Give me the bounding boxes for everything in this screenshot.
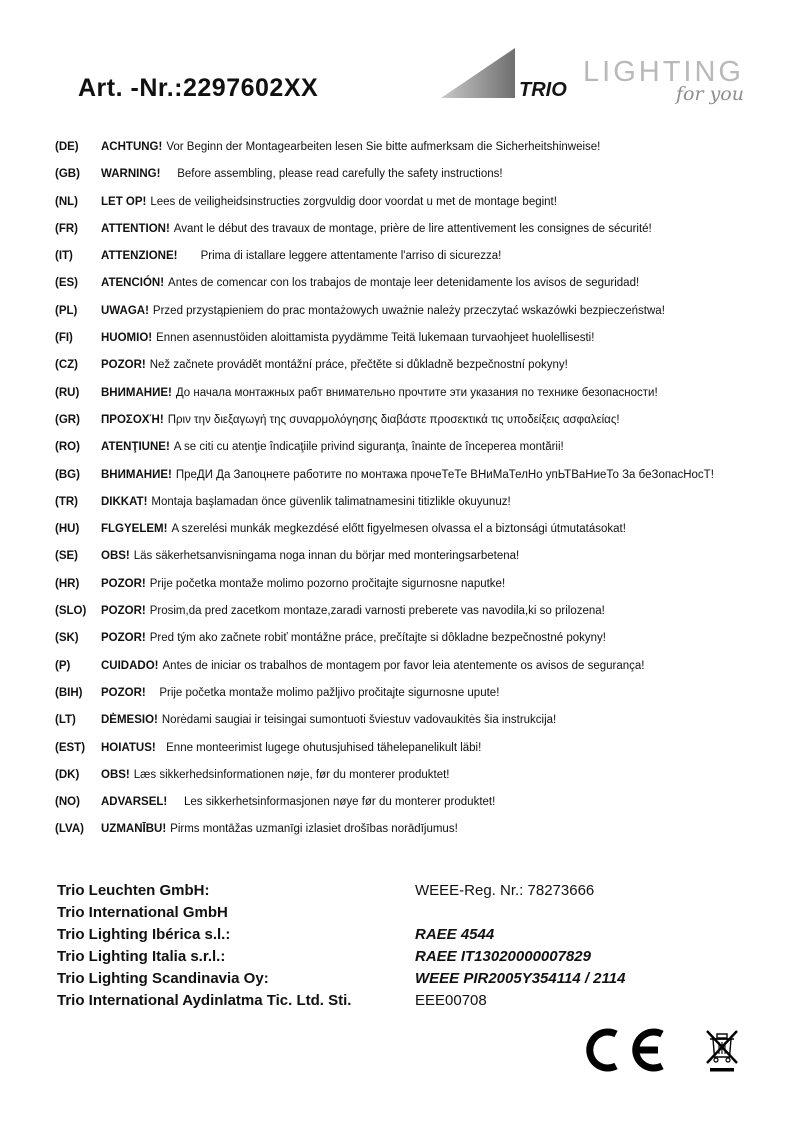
warning-keyword: DĖMESIO! — [101, 714, 158, 727]
warning-message — [101, 167, 503, 181]
warning-text: Before assembling, please read carefully the safety instructions! — [164, 168, 503, 181]
warning-message — [101, 631, 606, 645]
warning-keyword: HUOMIO! — [101, 332, 153, 345]
warning-keyword: POZOR! — [101, 632, 146, 645]
warning-keyword: POZOR! — [101, 686, 146, 699]
warning-message — [101, 358, 568, 372]
trio-brand-text: TRIO — [519, 79, 567, 101]
warning-message — [101, 768, 450, 782]
language-code: (P) — [55, 659, 71, 672]
warning-text: Prima di istallare leggere attentamente l'arriso di sicurezza! — [181, 250, 502, 263]
warning-text: Antes de comencar con los trabajos de montaje leer detenidamente los avisos de seguridad! — [168, 277, 640, 290]
language-code: (PL) — [55, 304, 78, 317]
company-row — [57, 902, 762, 924]
language-code: (SE) — [55, 550, 78, 563]
company-name: Trio Lighting Ibérica s.l.: — [57, 926, 231, 944]
warning-keyword: HOIATUS! — [101, 741, 156, 754]
warning-row — [55, 468, 762, 482]
language-code: (HU) — [55, 523, 80, 536]
warning-message — [101, 331, 594, 345]
warning-message — [101, 468, 714, 482]
weee-registration-number: WEEE PIR2005Y354114 / 2114 — [415, 970, 626, 988]
warning-message — [101, 222, 652, 236]
weee-crossed-bin-icon — [704, 1026, 740, 1074]
warning-keyword: LET OP! — [101, 195, 147, 208]
warning-row — [55, 358, 762, 372]
company-name: Trio Lighting Italia s.r.l.: — [57, 948, 226, 966]
warning-row — [55, 140, 762, 154]
language-code: (NL) — [55, 195, 78, 208]
language-code: (HR) — [55, 577, 80, 590]
warning-row — [55, 331, 762, 345]
warning-text: ПреДИ Да Запоцнете работите по монтажа прочеТеТе ВНиМаТелНо упЬТВаНиеТо За беЗопасНосТ! — [175, 468, 714, 481]
warning-message — [101, 713, 556, 727]
warning-row — [55, 222, 762, 236]
warning-text: Læs sikkerhedsinformationen nøje, før du monterer produktet! — [133, 768, 450, 781]
language-code: (TR) — [55, 495, 78, 508]
warning-message — [101, 276, 639, 290]
language-code: (BIH) — [55, 686, 83, 699]
warning-message — [101, 522, 626, 536]
company-name: Trio International Aydinlatma Tic. Ltd. Sti. — [57, 992, 352, 1010]
language-code: (FR) — [55, 222, 78, 235]
warning-keyword: DIKKAT! — [101, 495, 148, 508]
warning-text: Prosim,da pred zacetkom montaze,zaradi varnosti preberete vas navodila,ki so prilozena! — [149, 605, 605, 618]
warning-keyword: POZOR! — [101, 605, 146, 618]
company-registrations — [57, 880, 762, 1012]
warning-text: Montaja başlamadan önce güvenlik talimatnamesini titizlikle okuyunuz! — [151, 495, 511, 508]
warning-message — [101, 386, 658, 400]
company-row — [57, 924, 762, 946]
company-row — [57, 990, 762, 1012]
warning-row — [55, 795, 762, 809]
warning-row — [55, 822, 762, 836]
language-code: (GR) — [55, 413, 80, 426]
language-code: (FI) — [55, 332, 73, 345]
warning-keyword: WARNING! — [101, 168, 161, 181]
warning-message — [101, 495, 511, 509]
warning-message — [101, 822, 458, 836]
article-number: Art. -Nr.:2297602XX — [78, 74, 319, 102]
warning-keyword: OBS! — [101, 768, 130, 781]
language-code: (RO) — [55, 441, 80, 454]
warning-message — [101, 577, 505, 591]
warning-keyword: FLGYELEM! — [101, 523, 168, 536]
warning-text: Ennen asennustöiden aloittamista pyydämme Teitä lukemaan turvaohjeet huolellisesti! — [156, 332, 595, 345]
weee-registration-number: WEEE-Reg. Nr.: 78273666 — [415, 882, 595, 900]
header — [0, 0, 802, 104]
warning-text: A szerelési munkák megkezdésé előtt figyelmesen olvassa el a biztonsági útmutatásokat! — [171, 523, 626, 536]
warning-row — [55, 276, 762, 290]
warning-keyword: ATTENZIONE! — [101, 250, 178, 263]
warning-text: Lees de veiligheidsinstructies zorgvuldig door voordat u met de montage begint! — [150, 195, 557, 208]
warning-row — [55, 577, 762, 591]
warning-text: A se citi cu atenţie îndicaţiile privind siguranţa, înainte de începerea montării! — [173, 441, 564, 454]
company-name: Trio Leuchten GmbH: — [57, 882, 210, 900]
logo-tagline: for you — [675, 83, 744, 105]
warning-row — [55, 768, 762, 782]
warning-text: До начала монтажных рабт внимательно прочтите эти указания по технике безопасности! — [175, 386, 658, 399]
warning-keyword: UWAGA! — [101, 304, 149, 317]
warning-row — [55, 304, 762, 318]
language-code: (ES) — [55, 277, 78, 290]
language-code: (GB) — [55, 168, 80, 181]
warning-message — [101, 195, 557, 209]
warning-message — [101, 249, 501, 263]
warning-row — [55, 167, 762, 181]
language-code: (CZ) — [55, 359, 78, 372]
warning-text: Les sikkerhetsinformasjonen nøye før du monterer produktet! — [171, 796, 496, 809]
warning-text: Avant le début des travaux de montage, prière de lire attentivement les consignes de sécurité! — [173, 222, 652, 235]
warning-row — [55, 249, 762, 263]
warning-keyword: OBS! — [101, 550, 130, 563]
language-code: (DK) — [55, 768, 80, 781]
logo-wordmark — [583, 44, 744, 104]
company-row — [57, 946, 762, 968]
language-code: (SLO) — [55, 605, 87, 618]
ce-mark-icon — [576, 1027, 670, 1073]
warning-row — [55, 522, 762, 536]
lighting-wordmark: LIGHTING — [583, 56, 744, 88]
language-code: (IT) — [55, 250, 73, 263]
warning-message — [101, 741, 481, 755]
warning-text: Norėdami saugiai ir teisingai sumontuoti šviestuv vadovaukitės šia instrukcija! — [161, 714, 557, 727]
company-row — [57, 968, 762, 990]
warning-message — [101, 413, 620, 427]
company-name: Trio International GmbH — [57, 904, 228, 922]
language-code: (LVA) — [55, 823, 84, 836]
language-code: (RU) — [55, 386, 80, 399]
warning-keyword: POZOR! — [101, 359, 146, 372]
language-code: (EST) — [55, 741, 86, 754]
language-code: (DE) — [55, 141, 79, 153]
warning-row — [55, 495, 762, 509]
warning-row — [55, 413, 762, 427]
warning-keyword: ATTENTION! — [101, 222, 170, 235]
company-name: Trio Lighting Scandinavia Oy: — [57, 970, 269, 988]
warning-message — [101, 659, 645, 673]
warning-row — [55, 604, 762, 618]
warning-message — [101, 304, 665, 318]
warning-text: Läs säkerhetsanvisningama noga innan du börjar med monteringsarbetena! — [133, 550, 520, 563]
warning-keyword: ВНИМАНИЕ! — [101, 468, 172, 481]
warning-text: Antes de iniciar os trabalhos de montagem por favor leia atentemente os avisos de segurança! — [162, 659, 645, 672]
warning-keyword: ACHTUNG! — [101, 141, 163, 153]
warning-text: Prije početka montaže molimo pažljivo pročitajte sigurnosne upute! — [149, 686, 500, 699]
warning-row — [55, 386, 762, 400]
warning-keyword: ADVARSEL! — [101, 796, 168, 809]
warning-row — [55, 659, 762, 673]
warning-keyword: ATENŢIUNE! — [101, 441, 170, 454]
language-code: (SK) — [55, 632, 79, 645]
trio-lighting-logo — [435, 44, 744, 104]
company-row — [57, 880, 762, 902]
warning-message — [101, 795, 495, 809]
warning-keyword: UZMANĪBU! — [101, 823, 167, 836]
language-code: (LT) — [55, 714, 76, 727]
warning-row — [55, 195, 762, 209]
warning-text: Przed przystąpieniem do prac montażowych uważnie należy przeczytać wskazówki bezpieczeństwa! — [152, 304, 665, 317]
warning-row — [55, 713, 762, 727]
warning-message — [101, 140, 600, 154]
warning-text: Pirms montāžas uzmanīgi izlasiet drošības norādījumus! — [170, 823, 458, 836]
warning-keyword: POZOR! — [101, 577, 146, 590]
warning-text: Než začnete provádět montážní práce, přečtěte si důkladně bezpečnostní pokyny! — [149, 359, 568, 372]
warning-message — [101, 549, 519, 563]
warning-text: Vor Beginn der Montagearbeiten lesen Sie bitte aufmerksam die Sicherheitshinweise! — [166, 141, 601, 153]
warning-message — [101, 440, 564, 454]
warning-keyword: CUIDADO! — [101, 659, 159, 672]
warning-text: Pred tým ako začnete robiť montážne práce, prečítajte si dôkladne bezpečnostné pokyny! — [149, 632, 607, 645]
warning-text: Πριν την διεξαγωγή της συναρμολόγησης διαβάστε προσεκτικά τις υποδείξεις ασφαλείας! — [167, 413, 620, 426]
warning-message — [101, 604, 605, 618]
warning-row — [55, 440, 762, 454]
warning-keyword: ВНИМАНИЕ! — [101, 386, 172, 399]
certification-marks — [576, 1026, 740, 1074]
weee-registration-number: RAEE IT13020000007829 — [415, 948, 591, 966]
warning-row — [55, 631, 762, 645]
warning-keyword: ΠΡΟΣΟΧΉ! — [101, 413, 164, 426]
weee-registration-number: RAEE 4544 — [415, 926, 495, 944]
warnings-list — [55, 140, 762, 836]
warning-text: Enne monteerimist lugege ohutusjuhised tähelepanelikult läbi! — [159, 741, 482, 754]
trio-triangle-icon — [435, 44, 577, 104]
language-code: (NO) — [55, 796, 80, 809]
warning-text: Prije početka montaže molimo pozorno pročitajte sigurnosne naputke! — [149, 577, 506, 590]
warning-row — [55, 686, 762, 700]
language-code: (BG) — [55, 468, 80, 481]
warning-message — [101, 686, 499, 700]
warning-keyword: ATENCIÓN! — [101, 277, 165, 290]
weee-registration-number: EEE00708 — [415, 992, 487, 1010]
warning-row — [55, 549, 762, 563]
warning-row — [55, 741, 762, 755]
